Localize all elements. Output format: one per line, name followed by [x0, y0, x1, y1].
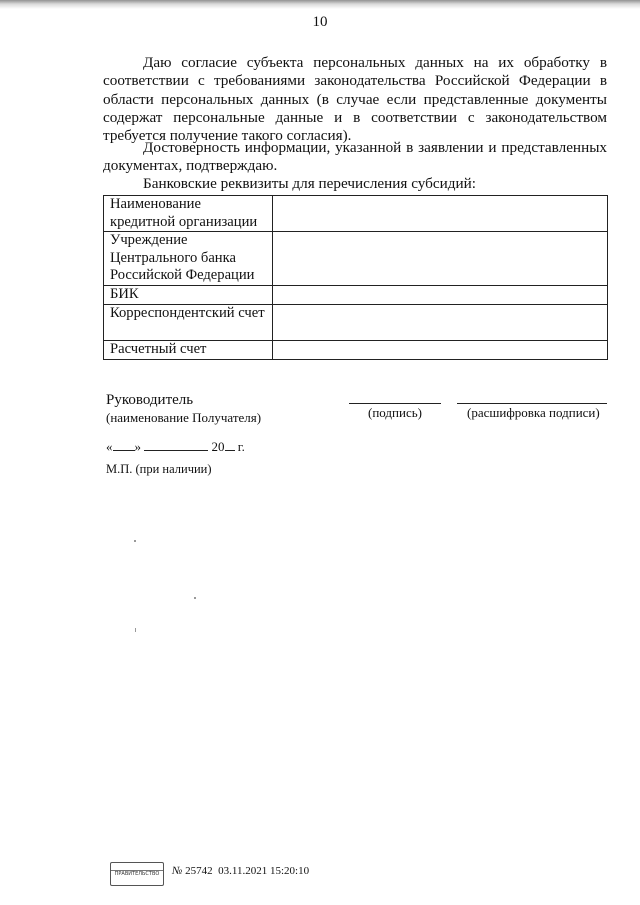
- government-emblem-icon: [110, 862, 164, 886]
- date-open-quote: «: [106, 439, 113, 454]
- year-blank: [225, 438, 235, 451]
- year-suffix: г.: [237, 439, 245, 454]
- registration-stamp: [172, 865, 309, 877]
- signature-line: [349, 403, 441, 404]
- consent-paragraph: Даю согласие субъекта персональных данных на их обработку в соответствии с требованиями законодательства Российской Федерации в области персональных данных (в случае если представленные документы содержат персональные данные и в соответствии с законодательством требуется получение такого согласия).: [103, 54, 607, 145]
- scan-speck: [135, 628, 136, 632]
- emblem-text: ПРАВИТЕЛЬСТВО: [114, 871, 160, 877]
- registration-timestamp: 03.11.2021 15:20:10: [218, 865, 310, 877]
- table-row: [104, 196, 608, 232]
- number-sign: №: [172, 865, 183, 877]
- bank-name-label: Наименование кредитной организации: [104, 196, 273, 232]
- central-bank-branch-value: [273, 232, 608, 286]
- settlement-account-value: [273, 341, 608, 360]
- bank-name-value: [273, 196, 608, 232]
- central-bank-branch-label: Учреждение Центрального банка Российской Федерации: [104, 232, 273, 286]
- day-blank: [113, 438, 135, 451]
- date-close-quote: »: [134, 439, 141, 454]
- signature-caption: (подпись): [368, 405, 422, 420]
- table-row: [104, 286, 608, 305]
- month-blank: [144, 438, 208, 451]
- bank-details-table: [103, 195, 608, 360]
- correspondent-account-label: Корреспондентский счет: [104, 305, 273, 341]
- head-title: Руководитель: [106, 392, 194, 408]
- signature-decoding-caption: (расшифровка подписи): [467, 405, 600, 420]
- scan-speck: [134, 540, 136, 542]
- table-row: [104, 305, 608, 341]
- table-row: [104, 341, 608, 360]
- accuracy-paragraph: Достоверность информации, указанной в заявлении и представленных документах, подтверждаю.: [103, 139, 607, 175]
- scan-shadow-edge: [0, 0, 640, 10]
- correspondent-account-value: [273, 305, 608, 341]
- bik-value: [273, 286, 608, 305]
- signature-decoding-line: [457, 403, 607, 404]
- stamp-place-note: М.П. (при наличии): [106, 462, 212, 476]
- bank-details-caption: Банковские реквизиты для перечисления субсидий:: [143, 175, 476, 192]
- date-line: [106, 438, 245, 455]
- head-caption: (наименование Получателя): [106, 410, 262, 425]
- bik-label: БИК: [104, 286, 273, 305]
- settlement-account-label: Расчетный счет: [104, 341, 273, 360]
- page-number: 10: [312, 14, 328, 30]
- year-prefix: 20: [211, 439, 225, 454]
- scan-speck: [194, 597, 196, 599]
- table-row: [104, 232, 608, 286]
- registration-number: 25742: [185, 865, 213, 877]
- signatory-block: [106, 392, 261, 426]
